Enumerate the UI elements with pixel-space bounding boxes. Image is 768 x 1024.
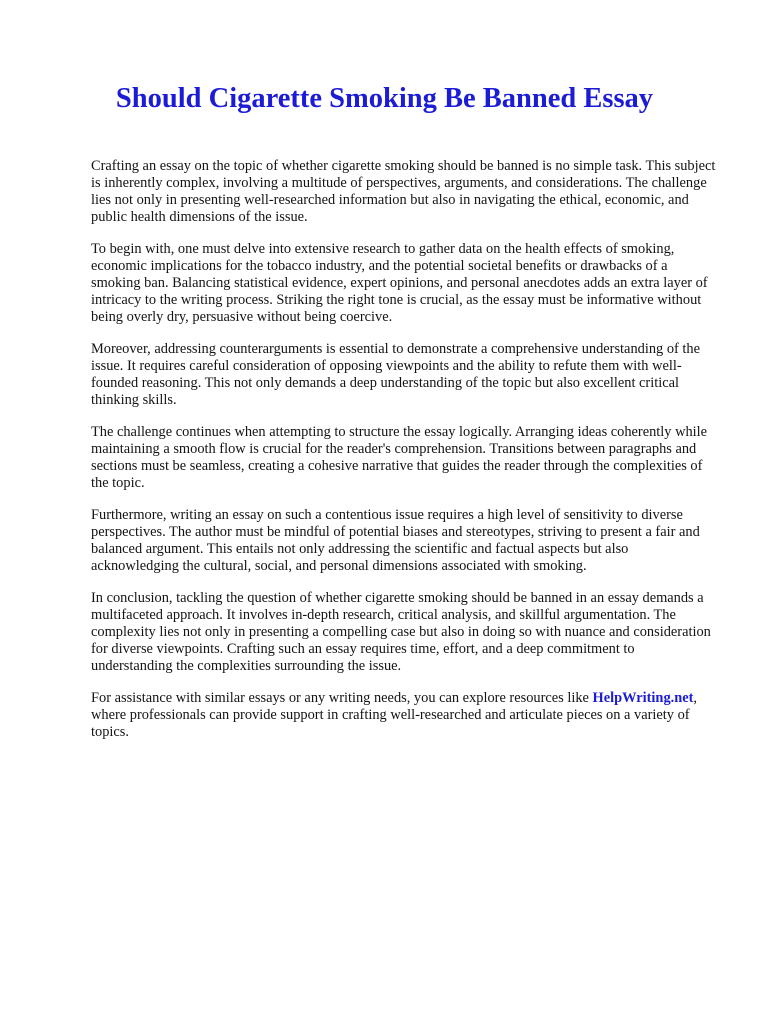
document-title: Should Cigarette Smoking Be Banned Essay — [115, 83, 654, 114]
paragraph-closing — [91, 690, 718, 741]
paragraph-sensitivity: Furthermore, writing an essay on such a contentious issue requires a high level of sensitivity to diverse perspectives. The author must be mindful of potential biases and stereotypes, striving to present a fair and balanced argument. This entails not only addressing the scientific and factual aspects but also acknowledging the cultural, social, and personal dimensions associated with smoking. — [91, 507, 700, 574]
paragraph-counterarguments: Moreover, addressing counterarguments is essential to demonstrate a comprehensive understanding of the issue. It requires careful consideration of opposing viewpoints and the ability to refute them with well-founded reasoning. This not only demands a deep understanding of the topic but also excellent critical thinking skills. — [91, 341, 700, 408]
helpwriting-link[interactable]: HelpWriting.net — [592, 690, 694, 706]
paragraph-conclusion: In conclusion, tackling the question of whether cigarette smoking should be banned in an essay demands a multifaceted approach. It involves in-depth research, critical analysis, and skillful argumentation. The complexity lies not only in presenting a compelling case but also in doing so with nuance and consideration for diverse viewpoints. Crafting such an essay requires time, effort, and a deep commitment to understanding the complexities surrounding the issue. — [91, 590, 711, 674]
closing-text-after-link: , where professionals can provide support in crafting well-researched and articulate pieces on a variety of topics. — [91, 690, 698, 740]
paragraph-intro: Crafting an essay on the topic of whether cigarette smoking should be banned is no simple task. This subject is inherently complex, involving a multitude of perspectives, arguments, and considerations. The challenge lies not only in presenting well-researched information but also in navigating the ethical, economic, and public health dimensions of the issue. — [91, 158, 716, 225]
paragraph-research: To begin with, one must delve into extensive research to gather data on the health effects of smoking, economic implications for the tobacco industry, and the potential societal benefits or drawbacks of a smoking ban. Balancing statistical evidence, expert opinions, and personal anecdotes adds an extra layer of intricacy to the writing process. Striking the right tone is crucial, as the essay must be informative without being overly dry, persuasive without being coercive. — [91, 241, 708, 325]
closing-text-before-link: For assistance with similar essays or any writing needs, you can explore resources like — [91, 690, 593, 706]
paragraph-structure: The challenge continues when attempting to structure the essay logically. Arranging ideas coherently while maintaining a smooth flow is crucial for the reader's comprehension. Transitions between paragraphs and sections must be seamless, creating a cohesive narrative that guides the reader through the complexities of the topic. — [91, 424, 708, 491]
